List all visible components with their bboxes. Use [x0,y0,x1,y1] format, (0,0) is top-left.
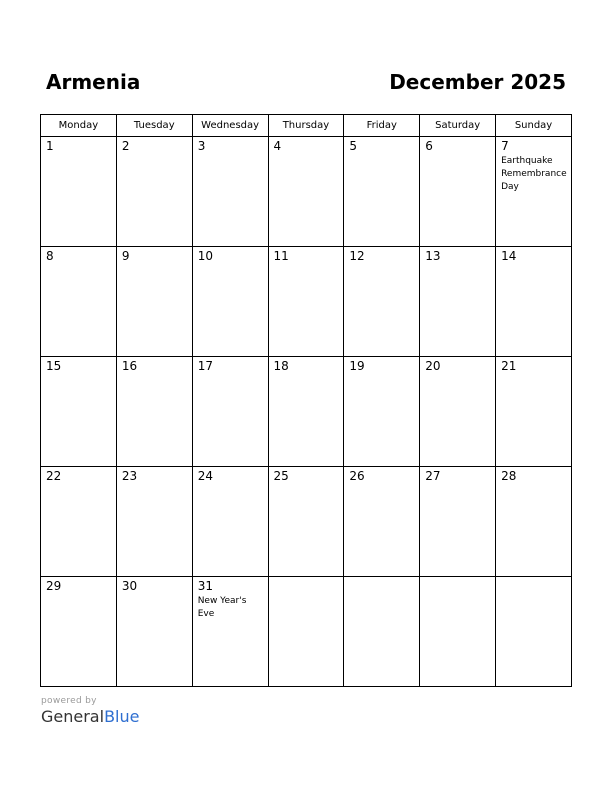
day-cell [420,247,496,357]
day-number: 9 [121,249,130,263]
day-number: 10 [197,249,213,263]
powered-by-text: powered by [41,696,97,706]
day-cell [344,247,420,357]
day-number: 4 [273,139,282,153]
day-cell [420,137,496,247]
day-cell [496,357,572,467]
week-row [41,247,572,357]
day-number: 16 [121,359,138,373]
day-number: 22 [46,469,62,483]
brand-logo[interactable] [41,707,139,726]
day-cell [496,467,572,577]
day-cell [192,247,268,357]
day-number: 20 [425,359,441,373]
day-cell [41,467,117,577]
footer-branding [41,696,139,726]
day-number: 14 [501,249,517,263]
day-cell [496,247,572,357]
empty-day-cell [268,577,344,687]
weekday-header: Friday [344,115,420,137]
day-number: 1 [46,139,54,153]
day-number: 12 [349,249,365,263]
day-number: 15 [46,359,62,373]
day-cell [344,137,420,247]
weekday-header: Thursday [268,115,344,137]
day-cell [192,577,268,687]
day-cell [344,357,420,467]
brand-blue-text: Blue [104,707,140,726]
brand-general-text: General [41,707,105,726]
day-number: 6 [425,139,433,153]
day-number: 17 [197,359,213,373]
day-number: 7 [501,139,509,153]
day-number: 26 [349,469,365,483]
day-number: 8 [46,249,54,263]
day-number: 23 [121,469,138,483]
weekday-header: Monday [41,115,117,137]
holiday-label: New Year's Eve [197,596,247,619]
weekday-header: Tuesday [116,115,192,137]
day-number: 3 [197,139,206,153]
weekday-header-row [41,115,572,137]
empty-day-cell [420,577,496,687]
day-cell [192,467,268,577]
day-cell [41,247,117,357]
weekday-header: Saturday [420,115,496,137]
day-number: 11 [273,249,289,263]
day-cell [41,357,117,467]
day-number: 19 [349,359,365,373]
week-row [41,137,572,247]
day-cell [344,467,420,577]
day-number: 18 [273,359,289,373]
day-cell [116,247,192,357]
day-cell [116,357,192,467]
day-number: 13 [425,249,441,263]
day-number: 29 [46,579,62,593]
day-number: 27 [425,469,441,483]
day-cell [268,467,344,577]
day-number: 30 [121,579,138,593]
day-number: 5 [349,139,358,153]
day-number: 25 [273,469,289,483]
calendar-grid [40,114,572,687]
day-cell [41,137,117,247]
country-title: Armenia [46,70,141,94]
day-number: 31 [197,579,213,593]
empty-day-cell [496,577,572,687]
day-cell [420,357,496,467]
day-cell [41,577,117,687]
holiday-label: Earthquake Remembrance Day [501,156,567,192]
week-row [41,577,572,687]
week-row [41,357,572,467]
weekday-header: Wednesday [192,115,268,137]
day-cell [116,577,192,687]
day-cell [268,137,344,247]
day-number: 24 [197,469,213,483]
day-number: 21 [501,359,517,373]
month-title: December 2025 [389,70,566,94]
day-cell [268,357,344,467]
week-row [41,467,572,577]
empty-day-cell [344,577,420,687]
weekday-header: Sunday [496,115,572,137]
day-number: 2 [121,139,130,153]
day-number: 28 [501,469,517,483]
day-cell [192,357,268,467]
day-cell [192,137,268,247]
day-cell [116,467,192,577]
day-cell [420,467,496,577]
day-cell [116,137,192,247]
day-cell [496,137,572,247]
day-cell [268,247,344,357]
